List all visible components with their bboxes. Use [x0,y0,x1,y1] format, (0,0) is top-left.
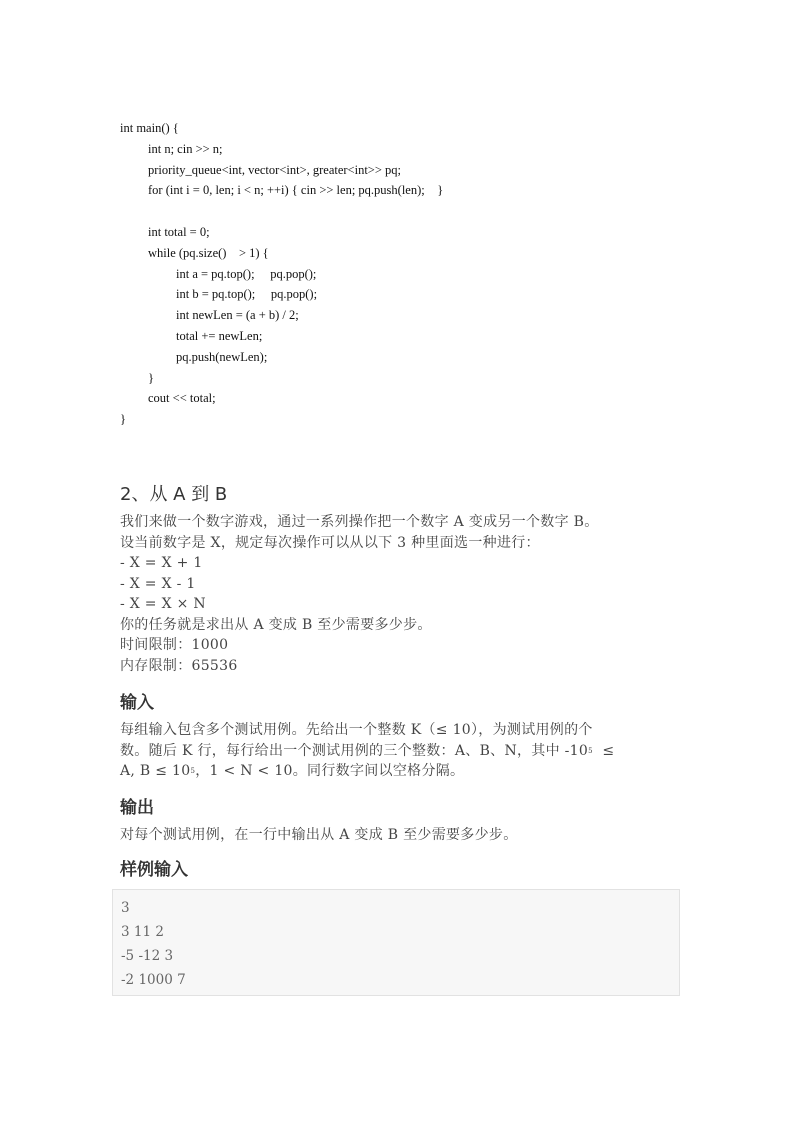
description-line: - X = X × N [120,596,206,612]
code-line: cout << total; [148,391,216,406]
exponent: 5 [190,767,196,775]
sample-line: -2 1000 7 [121,972,186,988]
description-line: 你的任务就是求出从 A 变成 B 至少需要多少步。 [120,616,432,633]
time-limit: 时间限制：1000 [120,637,229,653]
code-line [120,201,443,222]
code-line: for (int i = 0, len; i < n; ++i) { cin >> len; pq.push(len); } [148,183,444,198]
code-line: int total = 0; [148,224,210,239]
sample-line: 3 11 2 [121,924,164,940]
input-line: 数。随后 K 行，每行给出一个测试用例的三个整数：A、B、N，其中 $-10^5$ ≤ [120,742,615,759]
code-line: int main() { [120,121,179,135]
code-block [120,118,443,430]
description-line: 我们来做一个数字游戏，通过一系列操作把一个数字 A 变成另一个数字 B。 [120,514,599,530]
sample-line: 3 [121,900,130,916]
sample-input-heading: 样例输入 [120,860,188,880]
code-line: priority_queue<int, vector<int>, greater<int>> pq; [148,162,401,177]
code-line: pq.push(newLen); [176,349,268,364]
memory-limit: 内存限制：65536 [120,657,238,674]
output-line: 对每个测试用例，在一行中输出从 A 变成 B 至少需要多少步。 [120,827,518,843]
problem-title: 2、从 A 到 B [120,484,228,505]
sample-line: -5 -12 3 [121,948,174,964]
output-heading: 输出 [120,798,154,818]
code-line: } [120,412,126,427]
input-line: A, $B \le 10^5$，1 < N < 10。同行数字间以空格分隔。 [120,763,465,779]
problem-description [120,512,680,676]
output-description [120,825,680,846]
code-line: total += newLen; [176,328,263,343]
code-line: } [148,370,154,385]
sample-input-box [112,889,680,996]
input-line: 每组输入包含多个测试用例。先给出一个整数 K（≤ 10），为测试用例的个 [120,722,593,738]
code-line: int b = pq.top(); pq.pop(); [176,287,318,302]
code-line: int newLen = (a + b) / 2; [176,308,299,323]
description-line: 设当前数字是 X，规定每次操作可以从以下 3 种里面选一种进行： [120,534,540,551]
code-line: int n; cin >> n; [148,141,223,156]
input-heading: 输入 [120,693,154,713]
description-line: - X = X + 1 [120,555,203,571]
exponent: 5 [588,746,593,755]
input-description [120,720,680,782]
code-line: while (pq.size() > 1) { [148,245,269,260]
description-line: - X = X - 1 [120,575,196,592]
code-line: int a = pq.top(); pq.pop(); [176,266,317,281]
